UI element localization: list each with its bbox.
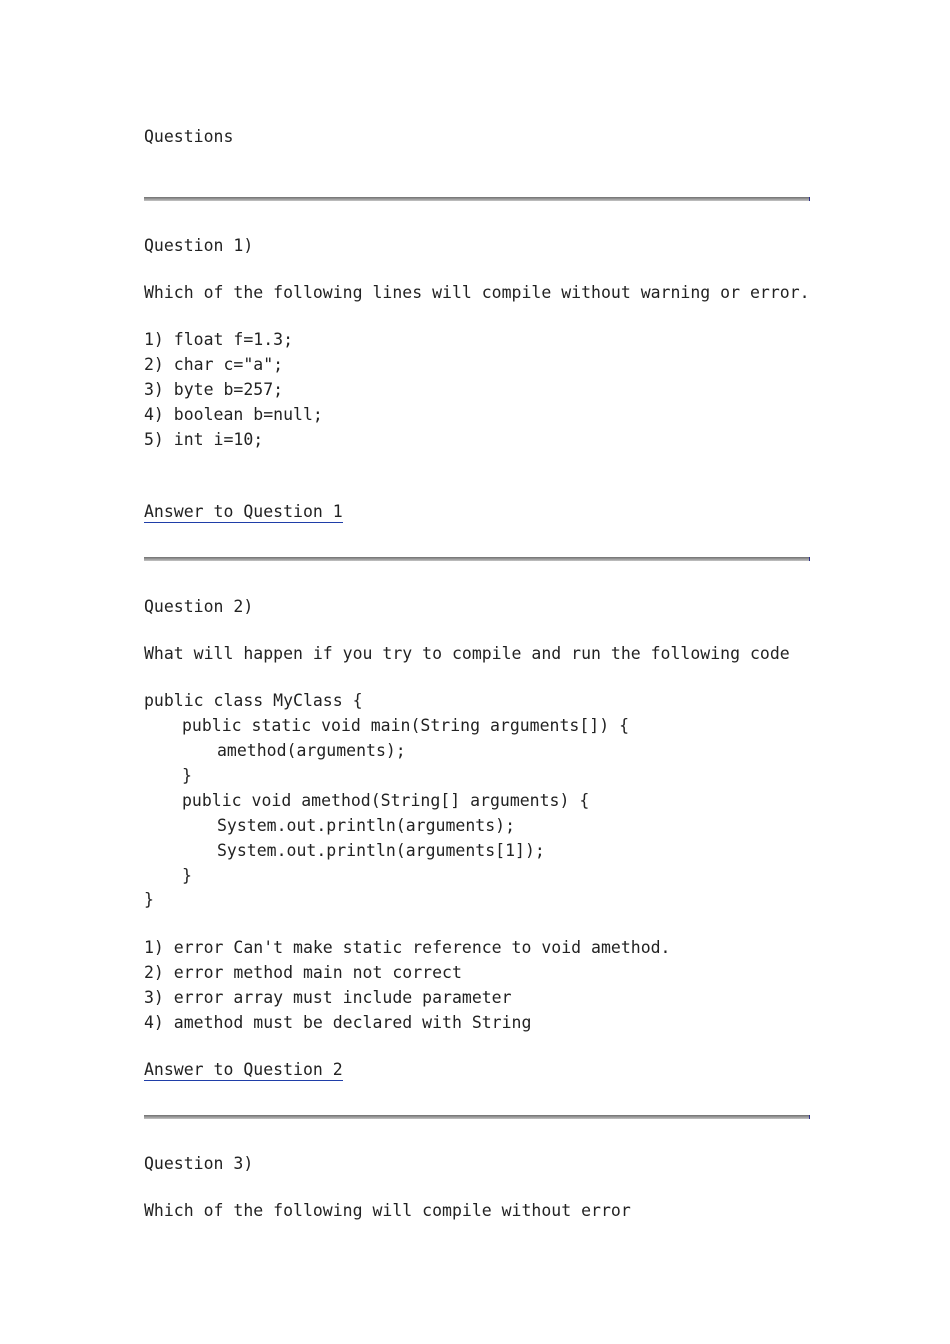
horizontal-rule xyxy=(144,197,810,201)
question-2-option-4: 4) amethod must be declared with String xyxy=(144,1013,532,1032)
question-3-prompt: Which of the following will compile without error xyxy=(144,1201,631,1220)
question-1-option-3: 3) byte b=257; xyxy=(144,380,284,399)
code-line: System.out.println(arguments[1]); xyxy=(217,841,545,860)
code-line: public static void main(String arguments[]) { xyxy=(182,716,630,735)
page-heading: Questions xyxy=(144,127,234,146)
answer-2-link[interactable]: Answer to Question 2 xyxy=(144,1060,343,1079)
horizontal-rule xyxy=(144,557,810,561)
question-1-option-2: 2) char c="a"; xyxy=(144,355,284,374)
code-line: } xyxy=(144,890,154,909)
code-line: public void amethod(String[] arguments) { xyxy=(182,791,590,810)
code-line: } xyxy=(182,766,192,785)
horizontal-rule xyxy=(144,1115,810,1119)
question-1-option-4: 4) boolean b=null; xyxy=(144,405,323,424)
question-3-title: Question 3) xyxy=(144,1154,254,1173)
question-1-option-1: 1) float f=1.3; xyxy=(144,330,294,349)
code-line: System.out.println(arguments); xyxy=(217,816,516,835)
question-2-prompt: What will happen if you try to compile and run the following code xyxy=(144,644,790,663)
answer-1-link[interactable]: Answer to Question 1 xyxy=(144,502,343,521)
question-2-option-1: 1) error Can't make static reference to void amethod. xyxy=(144,938,671,957)
question-2-option-3: 3) error array must include parameter xyxy=(144,988,512,1007)
question-2-option-2: 2) error method main not correct xyxy=(144,963,462,982)
question-1-option-5: 5) int i=10; xyxy=(144,430,264,449)
question-2-title: Question 2) xyxy=(144,597,254,616)
question-1-title: Question 1) xyxy=(144,236,254,255)
code-line: amethod(arguments); xyxy=(217,741,406,760)
code-line: public class MyClass { xyxy=(144,691,363,710)
code-line: } xyxy=(182,866,192,885)
question-1-prompt: Which of the following lines will compile without warning or error. xyxy=(144,283,810,302)
